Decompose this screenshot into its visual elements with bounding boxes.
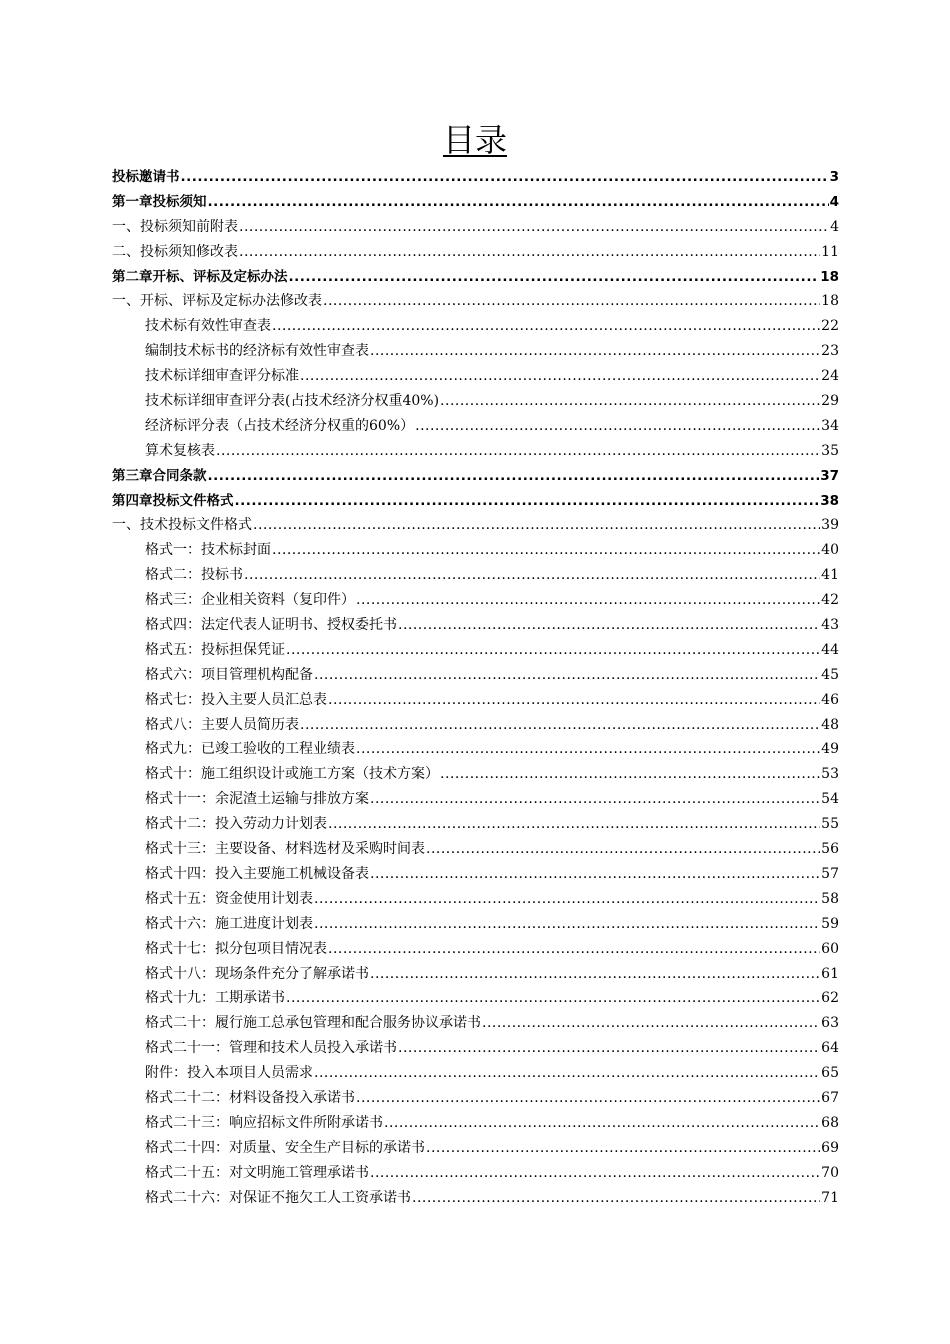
- toc-entry-label: 格式十二：投入劳动力计划表: [145, 816, 327, 833]
- toc-entry-page-number: 37: [820, 467, 839, 484]
- toc-dot-leader: [356, 588, 820, 613]
- toc-entry-label: 技术标有效性审查表: [145, 318, 271, 335]
- toc-entry-page-number: 24: [821, 368, 839, 385]
- toc-entry-label: 格式十三：主要设备、材料选材及采购时间表: [145, 841, 425, 858]
- toc-entry[interactable]: [112, 962, 839, 987]
- toc-entry-label: 一、技术投标文件格式: [112, 517, 252, 534]
- toc-entry-label: 格式十六：施工进度计划表: [145, 915, 313, 932]
- toc-entry[interactable]: [112, 663, 839, 688]
- toc-entry[interactable]: [112, 389, 839, 414]
- toc-entry-label: 格式一：技术标封面: [145, 542, 271, 559]
- toc-dot-leader: [328, 688, 820, 713]
- toc-entry[interactable]: [112, 937, 839, 962]
- toc-entry-page-number: 53: [821, 766, 839, 783]
- toc-entry-label: 格式七：投入主要人员汇总表: [145, 691, 327, 708]
- toc-dot-leader: [235, 489, 820, 514]
- toc-dot-leader: [356, 737, 820, 762]
- toc-dot-leader: [370, 339, 820, 364]
- toc-entry[interactable]: [112, 613, 839, 638]
- toc-entry[interactable]: [112, 1161, 839, 1186]
- toc-entry-page-number: 67: [821, 1089, 839, 1106]
- toc-entry-label: 附件：投入本项目人员需求: [145, 1065, 313, 1082]
- toc-entry-page-number: 29: [821, 393, 839, 410]
- toc-dot-leader: [314, 663, 820, 688]
- table-of-contents: [112, 165, 839, 1210]
- toc-entry-page-number: 63: [821, 1015, 839, 1032]
- toc-entry-label: 一、投标须知前附表: [112, 218, 238, 235]
- toc-entry-page-number: 46: [821, 691, 839, 708]
- toc-entry-label: 格式二十六：对保证不拖欠工人工资承诺书: [145, 1189, 411, 1206]
- toc-entry[interactable]: [112, 513, 839, 538]
- toc-entry[interactable]: [112, 1086, 839, 1111]
- toc-dot-leader: [314, 1061, 820, 1086]
- toc-entry-page-number: 23: [821, 343, 839, 360]
- toc-entry[interactable]: [112, 986, 839, 1011]
- toc-entry[interactable]: [112, 489, 839, 514]
- toc-entry-label: 格式十九：工期承诺书: [145, 990, 285, 1007]
- toc-entry-label: 技术标详细审查评分表(占技术经济分权重40%): [145, 393, 440, 410]
- toc-entry-page-number: 71: [821, 1189, 839, 1206]
- toc-dot-leader: [244, 563, 820, 588]
- toc-entry[interactable]: [112, 1111, 839, 1136]
- toc-dot-leader: [356, 1086, 820, 1111]
- toc-entry-page-number: 39: [821, 517, 839, 534]
- toc-entry-page-number: 11: [821, 243, 839, 260]
- toc-entry[interactable]: [112, 837, 839, 862]
- toc-entry[interactable]: [112, 737, 839, 762]
- toc-entry-page-number: 40: [821, 542, 839, 559]
- toc-entry-page-number: 62: [821, 990, 839, 1007]
- toc-dot-leader: [300, 364, 820, 389]
- page-title: 目录: [442, 121, 507, 159]
- toc-entry-page-number: 49: [821, 741, 839, 758]
- toc-dot-leader: [289, 265, 820, 290]
- toc-entry-label: 格式十八：现场条件充分了解承诺书: [145, 965, 369, 982]
- toc-dot-leader: [370, 787, 820, 812]
- toc-entry-label: 格式十一：余泥渣土运输与排放方案: [145, 791, 369, 808]
- toc-entry-label: 格式二十三：响应招标文件所附承诺书: [145, 1114, 383, 1131]
- toc-dot-leader: [415, 414, 820, 439]
- toc-entry-page-number: 69: [821, 1139, 839, 1156]
- toc-entry-label: 格式十：施工组织设计或施工方案（技术方案）: [145, 766, 439, 783]
- toc-dot-leader: [253, 513, 820, 538]
- toc-entry-page-number: 59: [821, 915, 839, 932]
- toc-dot-leader: [286, 638, 820, 663]
- toc-entry-page-number: 35: [821, 442, 839, 459]
- toc-dot-leader: [398, 613, 820, 638]
- toc-entry-label: 投标邀请书: [112, 169, 180, 185]
- toc-entry-label: 格式二十二：材料设备投入承诺书: [145, 1089, 355, 1106]
- toc-dot-leader: [384, 1111, 820, 1136]
- toc-entry-page-number: 4: [830, 218, 839, 235]
- toc-entry-page-number: 70: [821, 1164, 839, 1181]
- toc-entry[interactable]: [112, 713, 839, 738]
- toc-dot-leader: [328, 812, 820, 837]
- toc-entry[interactable]: [112, 1036, 839, 1061]
- toc-entry-label: 格式二十：履行施工总承包管理和配合服务协议承诺书: [145, 1015, 481, 1032]
- toc-entry[interactable]: [112, 1186, 839, 1211]
- toc-entry[interactable]: [112, 414, 839, 439]
- toc-dot-leader: [314, 912, 820, 937]
- toc-entry-label: 技术标详细审查评分标准: [145, 368, 299, 385]
- toc-dot-leader: [398, 1036, 820, 1061]
- toc-entry[interactable]: [112, 240, 839, 265]
- toc-entry[interactable]: [112, 688, 839, 713]
- toc-entry-label: 格式十七：拟分包项目情况表: [145, 940, 327, 957]
- toc-entry-label: 二、投标须知修改表: [112, 243, 238, 260]
- toc-entry[interactable]: [112, 339, 839, 364]
- toc-entry-label: 第四章投标文件格式: [112, 492, 234, 509]
- toc-dot-leader: [370, 962, 820, 987]
- toc-entry[interactable]: [112, 439, 839, 464]
- toc-dot-leader: [314, 887, 820, 912]
- toc-entry[interactable]: [112, 364, 839, 389]
- toc-dot-leader: [370, 1161, 820, 1186]
- toc-entry-label: 格式十四：投入主要施工机械设备表: [145, 865, 369, 882]
- toc-entry[interactable]: [112, 215, 839, 240]
- toc-entry-page-number: 41: [821, 567, 839, 584]
- toc-entry-page-number: 34: [821, 417, 839, 434]
- toc-dot-leader: [328, 937, 820, 962]
- toc-dot-leader: [426, 837, 820, 862]
- toc-dot-leader: [482, 1011, 820, 1036]
- toc-entry-label: 格式四：法定代表人证明书、授权委托书: [145, 617, 397, 634]
- toc-dot-leader: [272, 538, 820, 563]
- toc-entry-page-number: 57: [821, 865, 839, 882]
- toc-entry-page-number: 3: [829, 169, 839, 185]
- toc-dot-leader: [426, 1136, 820, 1161]
- toc-dot-leader: [181, 165, 829, 190]
- toc-entry-label: 算术复核表: [145, 442, 215, 459]
- toc-dot-leader: [216, 439, 820, 464]
- toc-dot-leader: [272, 314, 820, 339]
- toc-entry-label: 第二章开标、评标及定标办法: [112, 268, 288, 285]
- toc-dot-leader: [208, 464, 820, 489]
- toc-entry-label: 格式二：投标书: [145, 567, 243, 584]
- toc-entry-label: 格式六：项目管理机构配备: [145, 666, 313, 683]
- toc-entry[interactable]: [112, 588, 839, 613]
- toc-entry-label: 格式八：主要人员简历表: [145, 716, 299, 733]
- toc-entry-label: 格式二十一：管理和技术人员投入承诺书: [145, 1040, 397, 1057]
- toc-entry-page-number: 45: [821, 666, 839, 683]
- toc-entry[interactable]: [112, 538, 839, 563]
- toc-entry-label: 格式二十四：对质量、安全生产目标的承诺书: [145, 1139, 425, 1156]
- toc-entry-page-number: 54: [821, 791, 839, 808]
- toc-entry[interactable]: [112, 190, 839, 215]
- toc-dot-leader: [323, 289, 820, 314]
- toc-entry[interactable]: [112, 912, 839, 937]
- toc-dot-leader: [239, 215, 829, 240]
- toc-entry-page-number: 22: [821, 318, 839, 335]
- toc-dot-leader: [370, 862, 820, 887]
- toc-dot-leader: [286, 986, 820, 1011]
- toc-entry-page-number: 38: [820, 492, 839, 509]
- toc-entry-label: 格式二十五：对文明施工管理承诺书: [145, 1164, 369, 1181]
- toc-entry[interactable]: [112, 638, 839, 663]
- toc-entry[interactable]: [112, 464, 839, 489]
- toc-entry[interactable]: [112, 812, 839, 837]
- toc-entry[interactable]: [112, 289, 839, 314]
- toc-entry-page-number: 18: [821, 293, 839, 310]
- toc-entry-label: 第三章合同条款: [112, 467, 207, 484]
- toc-entry-page-number: 61: [821, 965, 839, 982]
- toc-entry[interactable]: [112, 314, 839, 339]
- toc-entry-label: 经济标评分表（占技术经济分权重的60%）: [145, 417, 415, 434]
- toc-entry-label: 格式十五：资金使用计划表: [145, 890, 313, 907]
- toc-entry-page-number: 56: [821, 841, 839, 858]
- toc-entry-label: 编制技术标书的经济标有效性审查表: [145, 343, 369, 360]
- toc-entry-label: 格式五：投标担保凭证: [145, 641, 285, 658]
- toc-entry-page-number: 4: [829, 193, 839, 210]
- toc-entry[interactable]: [112, 762, 839, 787]
- toc-entry-page-number: 58: [821, 890, 839, 907]
- toc-entry[interactable]: [112, 265, 839, 290]
- toc-entry-page-number: 55: [821, 816, 839, 833]
- toc-dot-leader: [239, 240, 820, 265]
- toc-dot-leader: [440, 762, 820, 787]
- toc-entry-page-number: 65: [821, 1065, 839, 1082]
- toc-entry-page-number: 68: [821, 1114, 839, 1131]
- toc-entry[interactable]: [112, 1061, 839, 1086]
- toc-entry-label: 格式九：已竣工验收的工程业绩表: [145, 741, 355, 758]
- toc-entry-page-number: 18: [820, 268, 839, 285]
- toc-entry-label: 格式三：企业相关资料（复印件）: [145, 592, 355, 609]
- toc-entry-page-number: 42: [821, 592, 839, 609]
- toc-entry[interactable]: [112, 563, 839, 588]
- toc-entry[interactable]: [112, 787, 839, 812]
- toc-entry-page-number: 44: [821, 641, 839, 658]
- toc-entry-page-number: 48: [821, 716, 839, 733]
- toc-entry-page-number: 43: [821, 617, 839, 634]
- toc-entry-page-number: 60: [821, 940, 839, 957]
- toc-entry[interactable]: [112, 1136, 839, 1161]
- toc-dot-leader: [300, 713, 820, 738]
- toc-entry-page-number: 64: [821, 1040, 839, 1057]
- toc-dot-leader: [440, 389, 820, 414]
- toc-entry-label: 第一章投标须知: [112, 193, 207, 210]
- toc-entry-label: 一、开标、评标及定标办法修改表: [112, 293, 322, 310]
- toc-entry[interactable]: [112, 1011, 839, 1036]
- toc-dot-leader: [208, 190, 829, 215]
- toc-dot-leader: [412, 1186, 820, 1211]
- toc-entry[interactable]: [112, 165, 839, 190]
- toc-entry[interactable]: [112, 887, 839, 912]
- toc-entry[interactable]: [112, 862, 839, 887]
